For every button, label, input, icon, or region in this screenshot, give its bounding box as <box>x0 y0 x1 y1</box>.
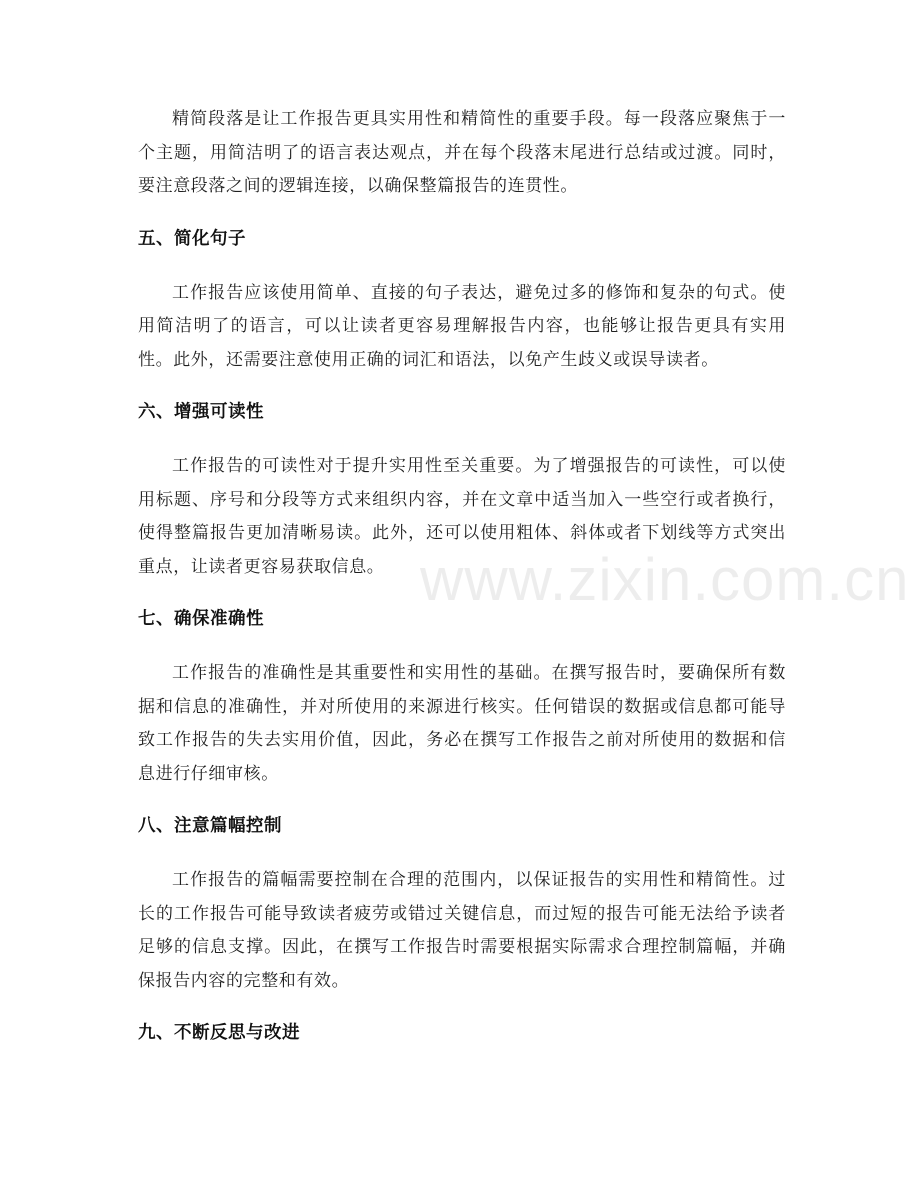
heading-length-control: 八、注意篇幅控制 <box>138 816 282 836</box>
paragraph-accuracy: 工作报告的准确性是其重要性和实用性的基础。在撰写报告时，要确保所有数据和信息的准确性，并对所使用的来源进行核实。任何错误的数据或信息都可能导致工作报告的失去实用价值，因此，务必在撰写工作报告之前对所使用的数据和信息进行仔细审核。 <box>138 663 786 784</box>
heading-accuracy: 七、确保准确性 <box>138 609 264 629</box>
paragraph-length-control: 工作报告的篇幅需要控制在合理的范围内，以保证报告的实用性和精简性。过长的工作报告可能导致读者疲劳或错过关键信息，而过短的报告可能无法给予读者足够的信息支撑。因此，在撰写工作报告时需要根据实际需求合理控制篇幅，并确保报告内容的完整和有效。 <box>138 870 786 991</box>
watermark: www.zixin.com.cn <box>420 546 910 613</box>
paragraph-readability: 工作报告的可读性对于提升实用性至关重要。为了增强报告的可读性，可以使用标题、序号和分段等方式来组织内容，并在文章中适当加入一些空行或者换行，使得整篇报告更加清晰易读。此外，还可以使用粗体、斜体或者下划线等方式突出重点，让读者更容易获取信息。 <box>138 456 786 577</box>
paragraph-simplify-sentences: 工作报告应该使用简单、直接的句子表达，避免过多的修饰和复杂的句式。使用简洁明了的语言，可以让读者更容易理解报告内容，也能够让报告更具有实用性。此外，还需要注意使用正确的词汇和语法，以免产生歧义或误导读者。 <box>138 282 786 370</box>
heading-simplify-sentences: 五、简化句子 <box>138 228 246 249</box>
heading-reflect-improve: 九、不断反思与改进 <box>138 1023 300 1043</box>
heading-readability: 六、增强可读性 <box>138 402 264 422</box>
paragraph-concise-paragraphs: 精简段落是让工作报告更具实用性和精简性的重要手段。每一段落应聚焦于一个主题，用简洁明了的语言表达观点，并在每个段落末尾进行总结或过渡。同时，要注意段落之间的逻辑连接，以确保整篇报告的连贯性。 <box>138 109 786 196</box>
